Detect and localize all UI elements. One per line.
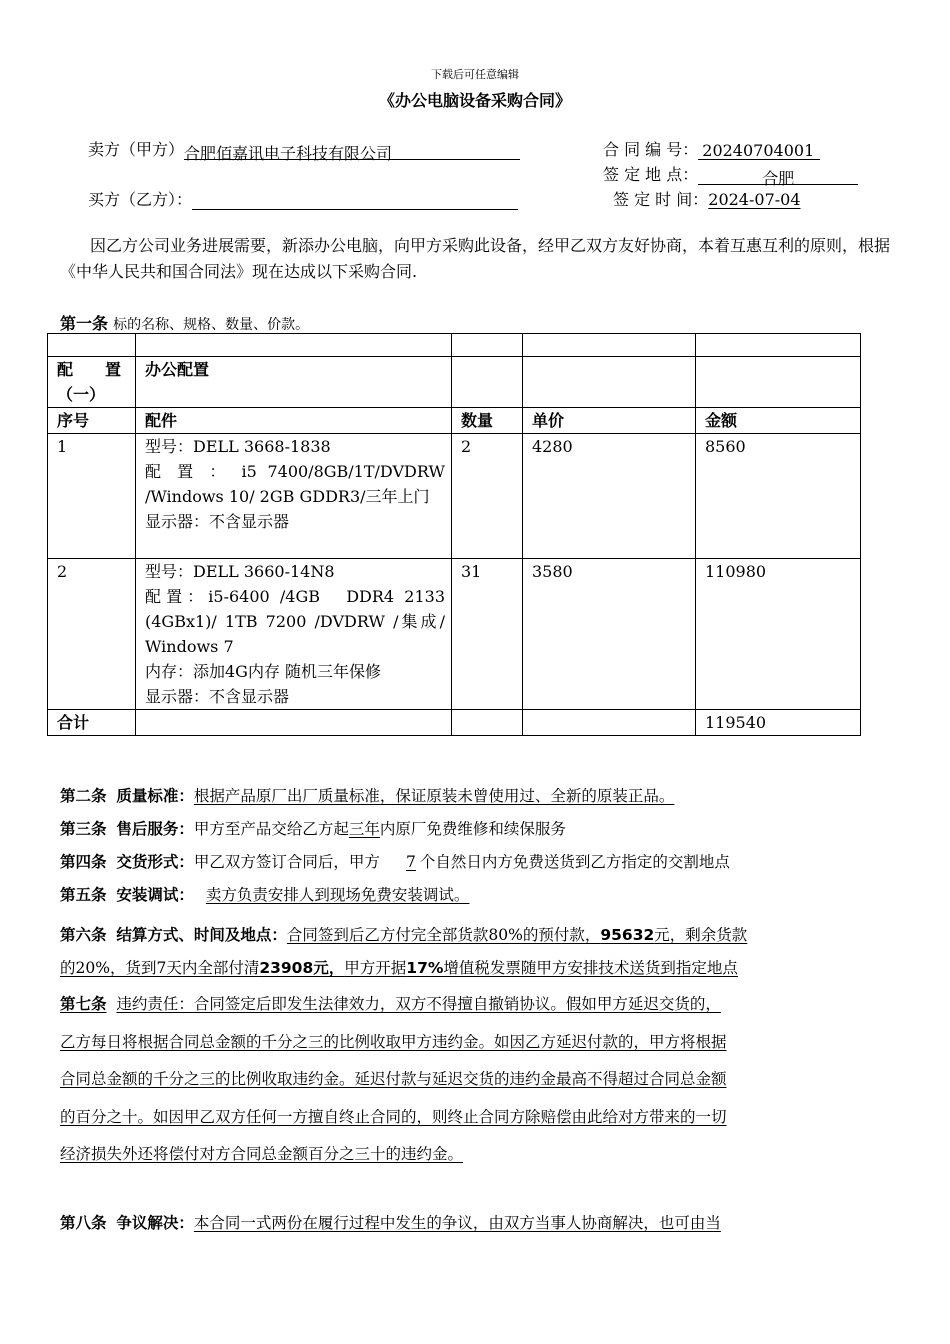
table-blank-row [48, 334, 861, 357]
clause-8 [60, 1207, 890, 1240]
config-value: 办公配置 [136, 357, 452, 408]
clause-5-text: 卖方负责安排人到现场免费安装调试。 [205, 886, 470, 904]
seller-label: 卖方（甲方） [88, 140, 185, 159]
table-header-row [48, 408, 861, 434]
col-header-part: 配件 [136, 408, 452, 434]
contract-no-field [698, 141, 820, 160]
top-note: 下载后可任意编辑 [431, 68, 519, 81]
clause-7-line-1: 合同签定后即发生法律效力，双方不得擅自撤销协议。假如甲方延迟交货的， [193, 995, 721, 1013]
buyer-name-field [192, 191, 518, 210]
row-2-monitor: 显示器：不含显示器 [145, 687, 290, 706]
clause-2-text: 根据产品原厂出厂质量标准，保证原装未曾使用过、全新的原装正品。 [193, 787, 675, 805]
table-row [48, 434, 861, 559]
buyer-line [88, 187, 518, 210]
row-1-qty: 2 [452, 434, 523, 559]
clause-1-number: 第一条 [60, 314, 109, 333]
clause-2-number: 第二条 [60, 787, 107, 805]
clause-3-title: 售后服务： [116, 820, 194, 838]
intro-paragraph: 因乙方公司业务进展需要，新添办公电脑，向甲方采购此设备，经甲乙双方友好协商，本着互惠互利的原则，根据《中华人民共和国合同法》现在达成以下采购合同. [60, 236, 891, 281]
clause-6-number: 第六条 [60, 926, 107, 944]
row-2-price: 3580 [523, 559, 696, 710]
row-2-config: 配置：i5-6400 /4GB DDR4 2133 (4GBx1)/ 1TB 7200 /DVDRW /集成/ Windows 7 [145, 587, 445, 656]
row-1-amount: 8560 [696, 434, 861, 559]
clause-6-title: 结算方式、时间及地点： [116, 926, 287, 944]
clause-3-number: 第三条 [60, 820, 107, 838]
clause-4-title: 交货形式： [116, 853, 194, 871]
clause-8-number: 第八条 [60, 1214, 107, 1232]
clause-5-title: 安装调试： [116, 886, 194, 904]
clause-4-number: 第四条 [60, 853, 107, 871]
place-value: 合肥 [762, 169, 795, 188]
clause-4-post: 个自然日内方免费送货到乙方指定的交割地点 [419, 853, 730, 871]
clause-1 [60, 311, 309, 334]
row-2-spec [136, 559, 452, 710]
clause-7-line-2: 乙方每日将根据合同总金额的千分之三的比例收取甲方违约金。如因乙方延迟付款的，甲方将根据 [60, 1032, 727, 1051]
row-2-amount: 110980 [696, 559, 861, 710]
clause-6-balance-amount: 23908元， [259, 959, 345, 977]
contract-no-line [603, 137, 820, 160]
clause-7-title: 违约责任： [116, 995, 194, 1013]
document-title: 《办公电脑设备采购合同》 [378, 91, 571, 110]
clause-6-c: 元，剩余货款 [654, 926, 748, 944]
clause-6-h: 增值税发票随甲方安排技术送货到指定地点 [443, 959, 738, 977]
clause-5-number: 第五条 [60, 886, 107, 904]
col-header-qty: 数量 [452, 408, 523, 434]
clause-3-years: 三年 [348, 820, 380, 838]
date-value: 2024-07-04 [708, 190, 801, 209]
clause-6-f: 甲方开据 [344, 959, 407, 977]
row-1-no: 1 [48, 434, 136, 559]
clause-4-pre: 甲乙双方签订合同后，甲方 [193, 853, 380, 871]
col-header-price: 单价 [523, 408, 696, 434]
row-1-monitor: 显示器：不含显示器 [145, 512, 290, 531]
clause-6-d: 的20%，货到7天内全部付清 [60, 959, 260, 977]
clause-6-prepay-amount: 95632 [600, 926, 655, 944]
clause-7 [60, 986, 890, 1174]
row-2-no: 2 [48, 559, 136, 710]
buyer-label: 买方（乙方）： [88, 190, 193, 209]
seller-name: 合肥佰嘉讯电子科技有限公司 [184, 144, 393, 163]
clause-7-line-5: 经济损失外还将偿付对方合同总金额百分之三十的违约金。 [60, 1145, 464, 1163]
row-2-model: 型号：DELL 3660-14N8 [145, 562, 335, 581]
table-total-row [48, 710, 861, 736]
row-1-config: 配 置 ： i5 7400/8GB/1T/DVDRW /Windows 10/ 2GB GDDR3/三年上门 [145, 462, 445, 506]
total-amount: 119540 [696, 710, 861, 736]
row-1-spec [136, 434, 452, 559]
clause-4 [60, 846, 890, 879]
col-header-no: 序号 [48, 408, 136, 434]
date-line [613, 187, 801, 210]
place-line [603, 162, 858, 188]
clause-8-text: 本合同一式两份在履行过程中发生的争议，由双方当事人协商解决，也可由当 [193, 1214, 721, 1232]
clause-8-title: 争议解决： [116, 1214, 194, 1232]
items-table [47, 333, 861, 736]
clause-7-line-3: 合同总金额的千分之三的比例收取违约金。延迟付款与延迟交货的违约金最高不得超过合同总金额 [60, 1070, 727, 1088]
clause-2 [60, 780, 890, 813]
clause-3 [60, 813, 890, 846]
clause-5 [60, 879, 890, 912]
row-2-memory: 内存：添加4G内存 随机三年保修 [145, 662, 382, 681]
seller-line [88, 137, 520, 163]
clause-6-a: 合同签到后乙方付完全部货款80%的预付款， [286, 926, 601, 944]
contract-no-label: 合 同 编 号： [603, 140, 699, 159]
clause-7-number: 第七条 [60, 995, 107, 1013]
col-header-amount: 金额 [696, 408, 861, 434]
clause-1-text: 标的名称、规格、数量、价款。 [113, 317, 310, 333]
contract-no: 20240704001 [702, 141, 815, 160]
clause-2-title: 质量标准： [116, 787, 194, 805]
total-label: 合计 [48, 710, 136, 736]
clause-6 [60, 919, 890, 985]
clause-3-pre: 甲方至产品交给乙方起 [193, 820, 349, 838]
clause-3-post: 内原厂免费维修和续保服务 [379, 820, 566, 838]
seller-name-field [184, 141, 520, 163]
row-2-qty: 31 [452, 559, 523, 710]
date-label: 签 定 时 间： [613, 190, 709, 209]
clause-7-line-4: 的百分之十。如因甲乙双方任何一方擅自终止合同的，则终止合同方除赔偿由此给对方带来的一切 [60, 1107, 727, 1126]
place-field [698, 166, 858, 188]
table-config-row [48, 357, 861, 408]
place-label: 签 定 地 点： [603, 165, 699, 184]
row-1-model: 型号：DELL 3668-1838 [145, 437, 331, 456]
clause-6-vat-rate: 17% [406, 959, 444, 977]
table-row [48, 559, 861, 710]
config-label: 配 置（一） [48, 357, 136, 408]
clause-4-days: 7 [406, 853, 416, 871]
row-1-price: 4280 [523, 434, 696, 559]
